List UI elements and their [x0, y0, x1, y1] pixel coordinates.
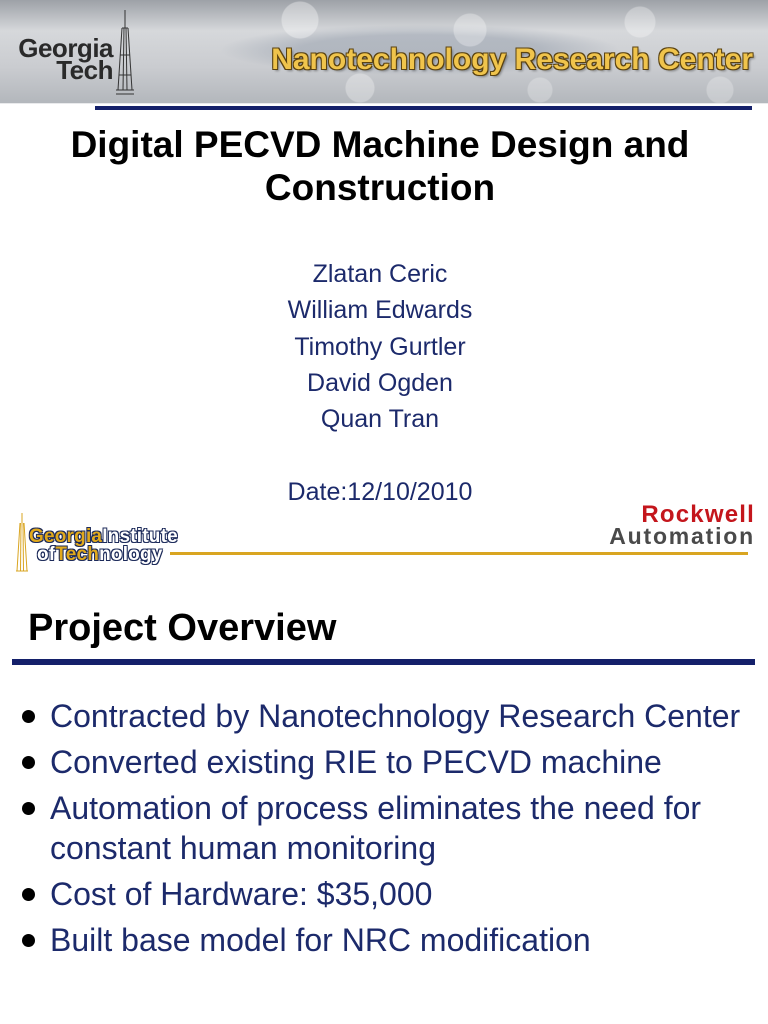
bullet-icon	[22, 710, 35, 723]
bullet-text: Converted existing RIE to PECVD machine	[50, 744, 662, 780]
overview-slide	[0, 582, 768, 1024]
bullet-icon	[22, 888, 35, 901]
list-item	[20, 788, 762, 868]
logo-word: nology	[99, 544, 163, 565]
bullet-icon	[22, 934, 35, 947]
bullet-icon	[22, 802, 35, 815]
slide-title: Project Overview	[28, 607, 337, 649]
bullet-text: Cost of Hardware: $35,000	[50, 876, 433, 912]
header-banner	[0, 0, 768, 104]
logo-word: of	[37, 544, 56, 565]
list-item	[20, 742, 762, 782]
title-divider	[12, 659, 755, 665]
author-name: William Edwards	[287, 296, 473, 325]
bullet-text: Contracted by Nanotechnology Research Center	[50, 698, 741, 734]
nanotechnology-research-center-title: Nanotechnology Research Center	[271, 43, 753, 76]
author-name: Timothy Gurtler	[294, 332, 466, 361]
tech-tower-icon	[114, 10, 136, 97]
list-item	[20, 874, 762, 914]
author-name: Quan Tran	[320, 405, 440, 434]
footer-divider	[170, 552, 748, 555]
bullet-list	[20, 696, 762, 966]
rockwell-logo-line2: Automation	[609, 523, 755, 549]
logo-word: Georgia	[29, 526, 103, 547]
georgia-tech-logo-line2: Tech	[56, 55, 113, 85]
bullet-text: Built base model for NRC modification	[50, 922, 591, 958]
author-name: David Ogden	[307, 368, 453, 397]
georgia-institute-logo-line2	[37, 545, 163, 564]
tech-tower-icon	[15, 513, 29, 573]
presentation-date: Date:12/10/2010	[287, 477, 473, 506]
georgia-tech-logo-line1: Georgia	[18, 33, 113, 63]
list-item	[20, 696, 762, 736]
spacer	[180, 437, 580, 473]
list-item	[20, 920, 762, 960]
bullet-text: Automation of process eliminates the need for constant human monitoring	[50, 790, 702, 866]
rockwell-logo-line1: Rockwell	[641, 501, 755, 528]
logo-word: Tech	[55, 544, 100, 565]
author-name: Zlatan Ceric	[312, 260, 448, 288]
presentation-title: Digital PECVD Machine Design and Construction	[70, 124, 690, 208]
bullet-icon	[22, 756, 35, 769]
author-list	[180, 256, 580, 510]
header-divider	[95, 106, 752, 110]
logo-word: Institute	[102, 526, 178, 547]
